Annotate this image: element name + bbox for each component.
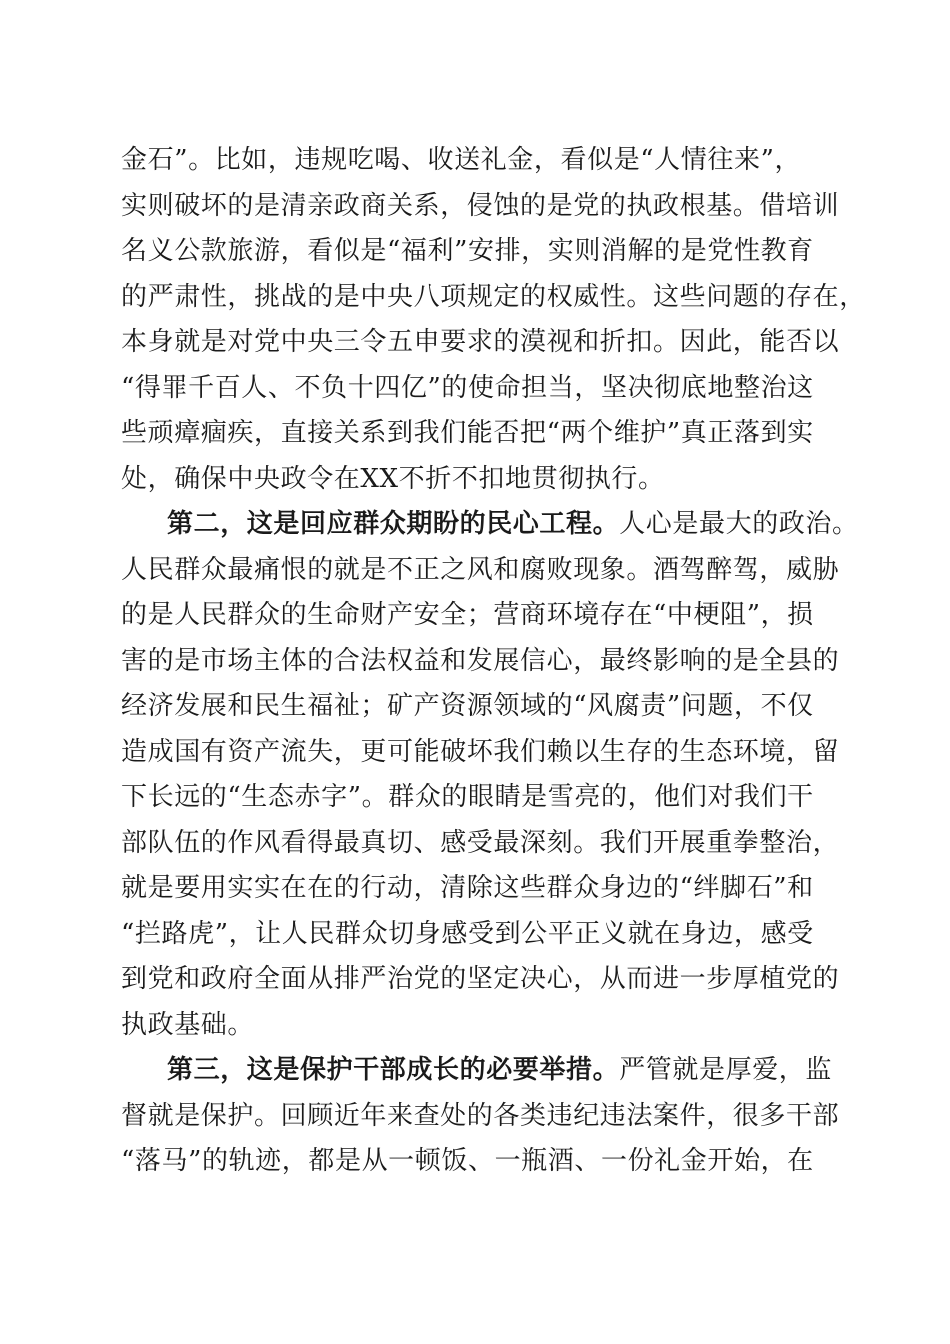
text-line: 到党和政府全面从排严治党的坚定决心，从而进一步厚植党的 [121, 964, 840, 994]
text-line: “拦路虎”，让人民群众切身感受到公平正义就在身边，感受 [121, 918, 814, 949]
text-line: 处，确保中央政令在XX不折不扣地贯彻执行。 [121, 463, 665, 494]
text-line: 下长远的“生态赤字”。群众的眼睛是雪亮的，他们对我们干 [121, 782, 814, 812]
text-line: 督就是保护。回顾近年来查处的各类违纪违法案件，很多干部 [121, 1100, 840, 1131]
paragraph-2 [121, 502, 859, 1048]
paragraph-heading: 第二，这是回应群众期盼的民心工程。 [167, 509, 620, 539]
text-line: 执政基础。 [121, 1009, 255, 1040]
paragraph-first-line [121, 1048, 831, 1094]
text-line: 经济发展和民生福祉；矿产资源领域的“风腐责”问题，不仅 [121, 691, 814, 721]
text-line: 本身就是对党中央三令五申要求的漠视和折扣。因此，能否以 [121, 327, 840, 357]
body-text [121, 138, 866, 1185]
text-line: 些顽瘴痼疾，直接关系到我们能否把“两个维护”真正落到实 [121, 418, 814, 448]
paragraph-3 [121, 1048, 840, 1185]
text-line: 实则破坏的是清亲政商关系，侵蚀的是党的执政根基。借培训 [121, 190, 840, 221]
text-line: 名义公款旅游，看似是“福利”安排，实则消解的是党性教育 [121, 236, 814, 266]
text-line: 金石”。比如，违规吃喝、收送礼金，看似是“人情往来”， [121, 145, 802, 175]
text-line: 造成国有资产流失，更可能破坏我们赖以生存的生态环境，留 [121, 736, 840, 767]
text-line: 就是要用实实在在的行动，清除这些群众身边的“绊脚石”和 [121, 873, 814, 903]
paragraph-first-line [121, 502, 859, 548]
paragraph-heading: 第三，这是保护干部成长的必要举措。 [167, 1055, 620, 1085]
text-line: 的严肃性，挑战的是中央八项规定的权威性。这些问题的存在， [121, 281, 866, 312]
text-line: 人民群众最痛恨的就是不正之风和腐败现象。酒驾醉驾，威胁 [121, 554, 840, 585]
text-line: 害的是市场主体的合法权益和发展信心，最终影响的是全县的 [121, 645, 840, 676]
paragraph-1 [121, 138, 866, 502]
text-line: 部队伍的作风看得最真切、感受最深刻。我们开展重拳整治， [121, 827, 840, 858]
text-line: “得罪千百人、不负十四亿”的使命担当，坚决彻底地整治这 [121, 372, 814, 403]
first-line-rest: 严管就是厚爱，监 [619, 1055, 833, 1085]
first-line-rest: 人心是最大的政治。 [619, 509, 859, 539]
text-line: “落马”的轨迹，都是从一顿饭、一瓶酒、一份礼金开始，在 [121, 1146, 814, 1176]
text-line: 的是人民群众的生命财产安全；营商环境存在“中梗阻”，损 [121, 600, 814, 630]
